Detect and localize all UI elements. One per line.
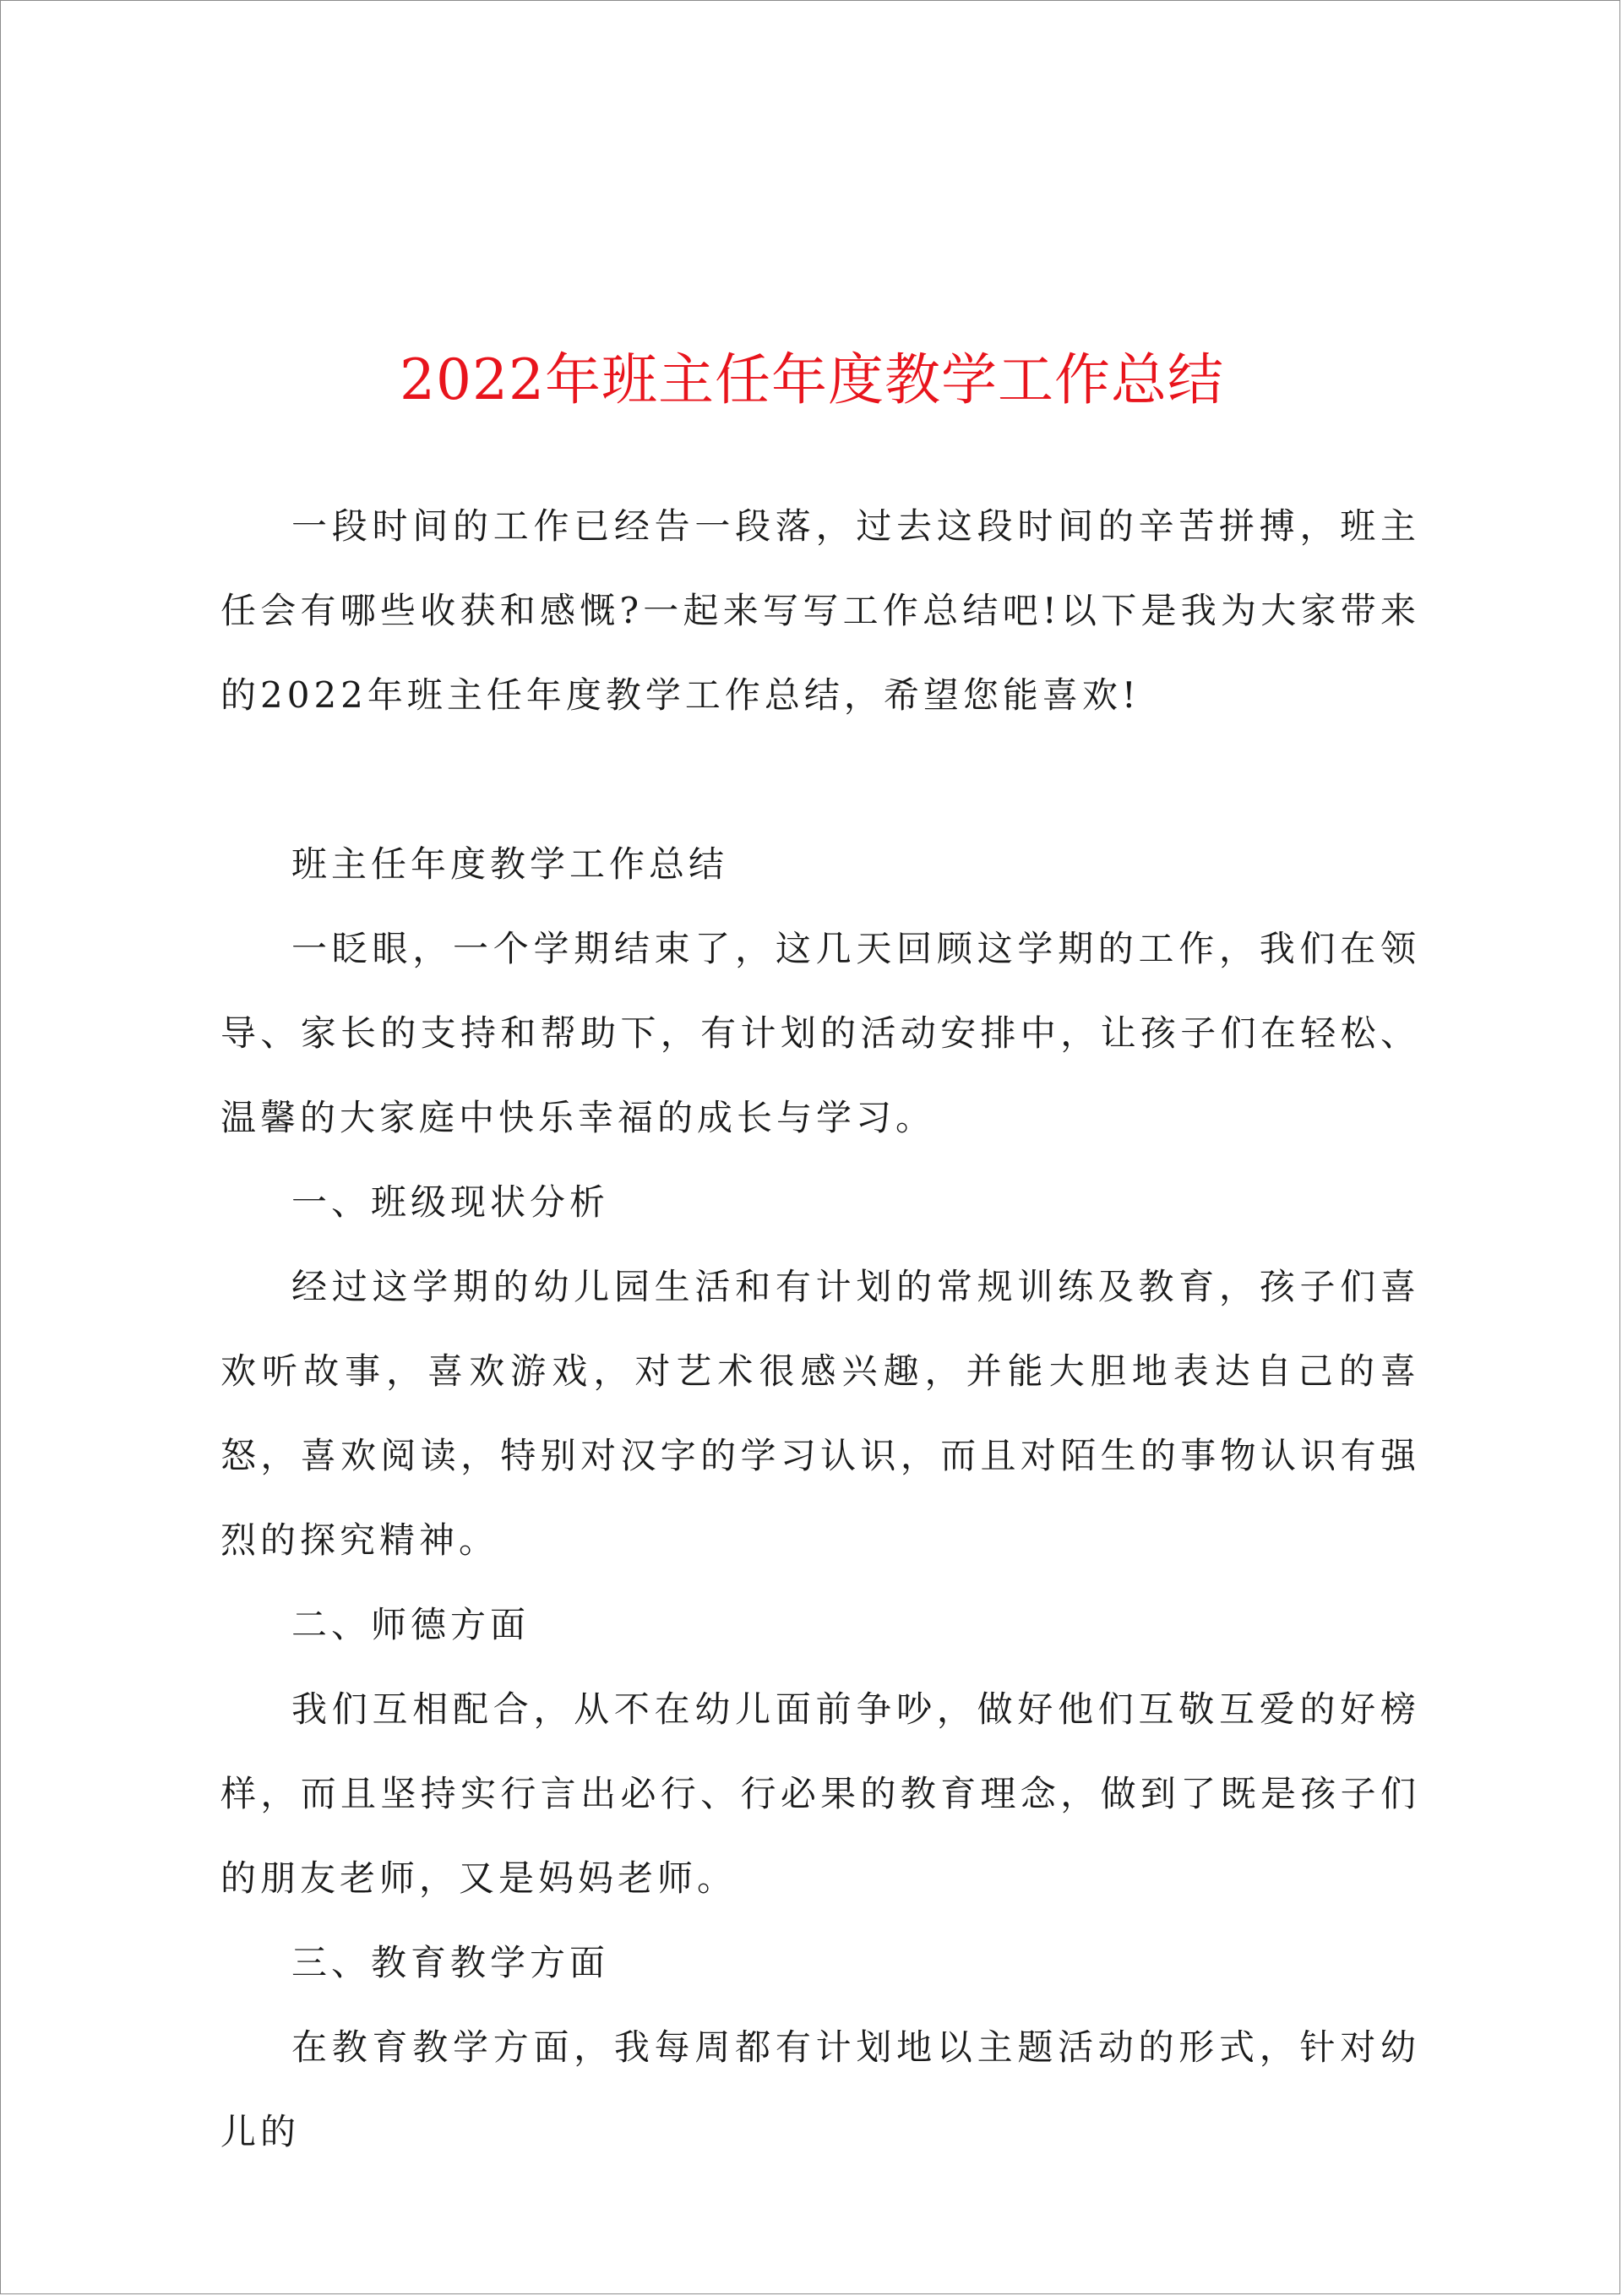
body-paragraph: 我们互相配合，从不在幼儿面前争吵，做好他们互敬互爱的好榜样，而且坚持实行言出必行、行必果的教育理念，做到了既是孩子们的朋友老师，又是妈妈老师。: [220, 1688, 1420, 1899]
body-paragraph: 在教育教学方面，我每周都有计划地以主题活动的形式，针对幼儿的: [220, 2026, 1420, 2152]
main-section: [220, 822, 1420, 2174]
body-paragraph: 一眨眼，一个学期结束了，这几天回顾这学期的工作，我们在领导、家长的支持和帮助下，有计划的活动安排中，让孩子们在轻松、温馨的大家庭中快乐幸福的成长与学习。: [220, 928, 1420, 1138]
section-heading: 三、教育教学方面: [291, 1942, 610, 1983]
intro-paragraph: 一段时间的工作已经告一段落，过去这段时间的辛苦拼搏，班主任会有哪些收获和感慨?一起来写写工作总结吧!以下是我为大家带来的2022年班主任年度教学工作总结，希望您能喜欢!: [220, 505, 1420, 716]
section-heading: 班主任年度教学工作总结: [291, 843, 729, 885]
intro-section: [220, 484, 1420, 738]
section-heading: 二、师德方面: [291, 1604, 531, 1645]
body-paragraph: 经过这学期的幼儿园生活和有计划的常规训练及教育，孩子们喜欢听故事，喜欢游戏，对艺术很感兴趣，并能大胆地表达自己的喜怒，喜欢阅读，特别对汉字的学习认识，而且对陌生的事物认识有强烈的探究精神。: [220, 1266, 1420, 1561]
section-heading: 一、班级现状分析: [291, 1181, 610, 1223]
document-title: 2022年班主任年度教学工作总结: [400, 347, 1224, 412]
